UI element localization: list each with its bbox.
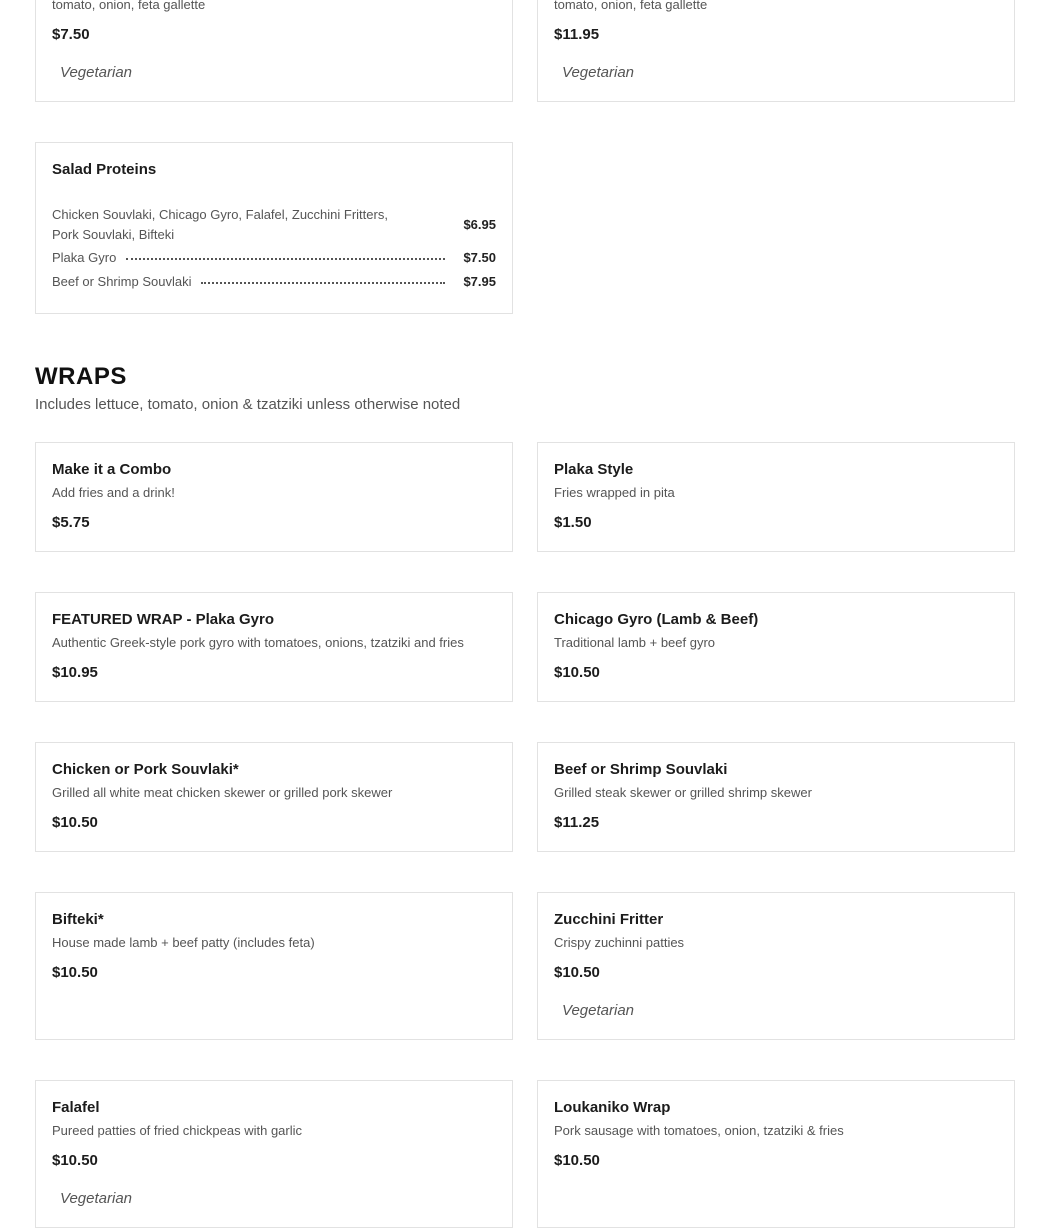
item-price: $10.95 [52, 664, 98, 681]
menu-item-card[interactable] [537, 442, 1015, 552]
item-price: $10.50 [554, 964, 600, 981]
protein-row [52, 205, 496, 245]
menu-item-card[interactable] [35, 592, 513, 702]
item-price: $11.95 [554, 26, 600, 43]
protein-row [52, 274, 496, 289]
item-description: Pork sausage with tomatoes, onion, tzatziki & fries [554, 1123, 844, 1138]
item-title: Beef or Shrimp Souvlaki [554, 761, 728, 778]
protein-price: $6.95 [463, 217, 496, 232]
item-price: $10.50 [52, 1152, 98, 1169]
item-title: Loukaniko Wrap [554, 1099, 671, 1116]
menu-item-card[interactable] [537, 0, 1015, 102]
menu-item-card[interactable] [35, 892, 513, 1040]
item-title: Zucchini Fritter [554, 911, 664, 928]
menu-item-card[interactable] [537, 592, 1015, 702]
section-title-wraps: WRAPS [35, 363, 127, 390]
item-description: House made lamb + beef patty (includes feta) [52, 935, 315, 950]
item-title: FEATURED WRAP - Plaka Gyro [52, 611, 274, 628]
vegetarian-tag: Vegetarian [562, 64, 634, 81]
menu-item-card[interactable] [537, 742, 1015, 852]
menu-item-card[interactable] [35, 0, 513, 102]
dotted-leader [126, 258, 445, 260]
item-price: $10.50 [554, 1152, 600, 1169]
menu-item-card[interactable] [35, 742, 513, 852]
item-price: $11.25 [554, 814, 600, 831]
item-description: tomato, onion, feta gallette [554, 0, 708, 12]
item-price: $10.50 [52, 814, 98, 831]
menu-item-card[interactable] [35, 1080, 513, 1228]
item-price: $10.50 [52, 964, 98, 981]
protein-name: Plaka Gyro [52, 250, 117, 265]
protein-price: $7.95 [463, 274, 496, 289]
item-description: Crispy zuchinni patties [554, 935, 685, 950]
item-title: Chicken or Pork Souvlaki* [52, 761, 239, 778]
vegetarian-tag: Vegetarian [60, 1190, 132, 1207]
item-price: $5.75 [52, 514, 90, 531]
item-price: $1.50 [554, 514, 592, 531]
item-description: Add fries and a drink! [52, 485, 175, 500]
protein-row [52, 250, 496, 265]
protein-name: Beef or Shrimp Souvlaki [52, 274, 192, 289]
dotted-leader [201, 282, 445, 284]
vegetarian-tag: Vegetarian [60, 64, 132, 81]
vegetarian-tag: Vegetarian [562, 1002, 634, 1019]
item-description: Pureed patties of fried chickpeas with garlic [52, 1123, 303, 1138]
item-title: Make it a Combo [52, 461, 172, 478]
item-price: $10.50 [554, 664, 600, 681]
item-title: Chicago Gyro (Lamb & Beef) [554, 611, 759, 628]
item-description: Grilled steak skewer or grilled shrimp skewer [554, 785, 812, 800]
section-subtitle: Includes lettuce, tomato, onion & tzatziki unless otherwise noted [35, 396, 461, 413]
item-description: Grilled all white meat chicken skewer or grilled pork skewer [52, 785, 393, 800]
salad-proteins-card [35, 142, 513, 314]
item-description: Traditional lamb + beef gyro [554, 635, 716, 650]
item-description: tomato, onion, feta gallette [52, 0, 206, 12]
item-description: Fries wrapped in pita [554, 485, 675, 500]
item-title: Falafel [52, 1099, 100, 1116]
protein-price: $7.50 [463, 250, 496, 265]
menu-item-card[interactable] [537, 1080, 1015, 1228]
item-description: Authentic Greek-style pork gyro with tomatoes, onions, tzatziki and fries [52, 635, 464, 650]
item-title: Plaka Style [554, 461, 634, 478]
item-title: Bifteki* [52, 911, 104, 928]
protein-name: Chicken Souvlaki, Chicago Gyro, Falafel, Zucchini Fritters, Pork Souvlaki, Bifteki [52, 207, 388, 242]
menu-item-card[interactable] [537, 892, 1015, 1040]
salad-proteins-title: Salad Proteins [52, 161, 157, 178]
menu-item-card[interactable] [35, 442, 513, 552]
item-price: $7.50 [52, 26, 90, 43]
